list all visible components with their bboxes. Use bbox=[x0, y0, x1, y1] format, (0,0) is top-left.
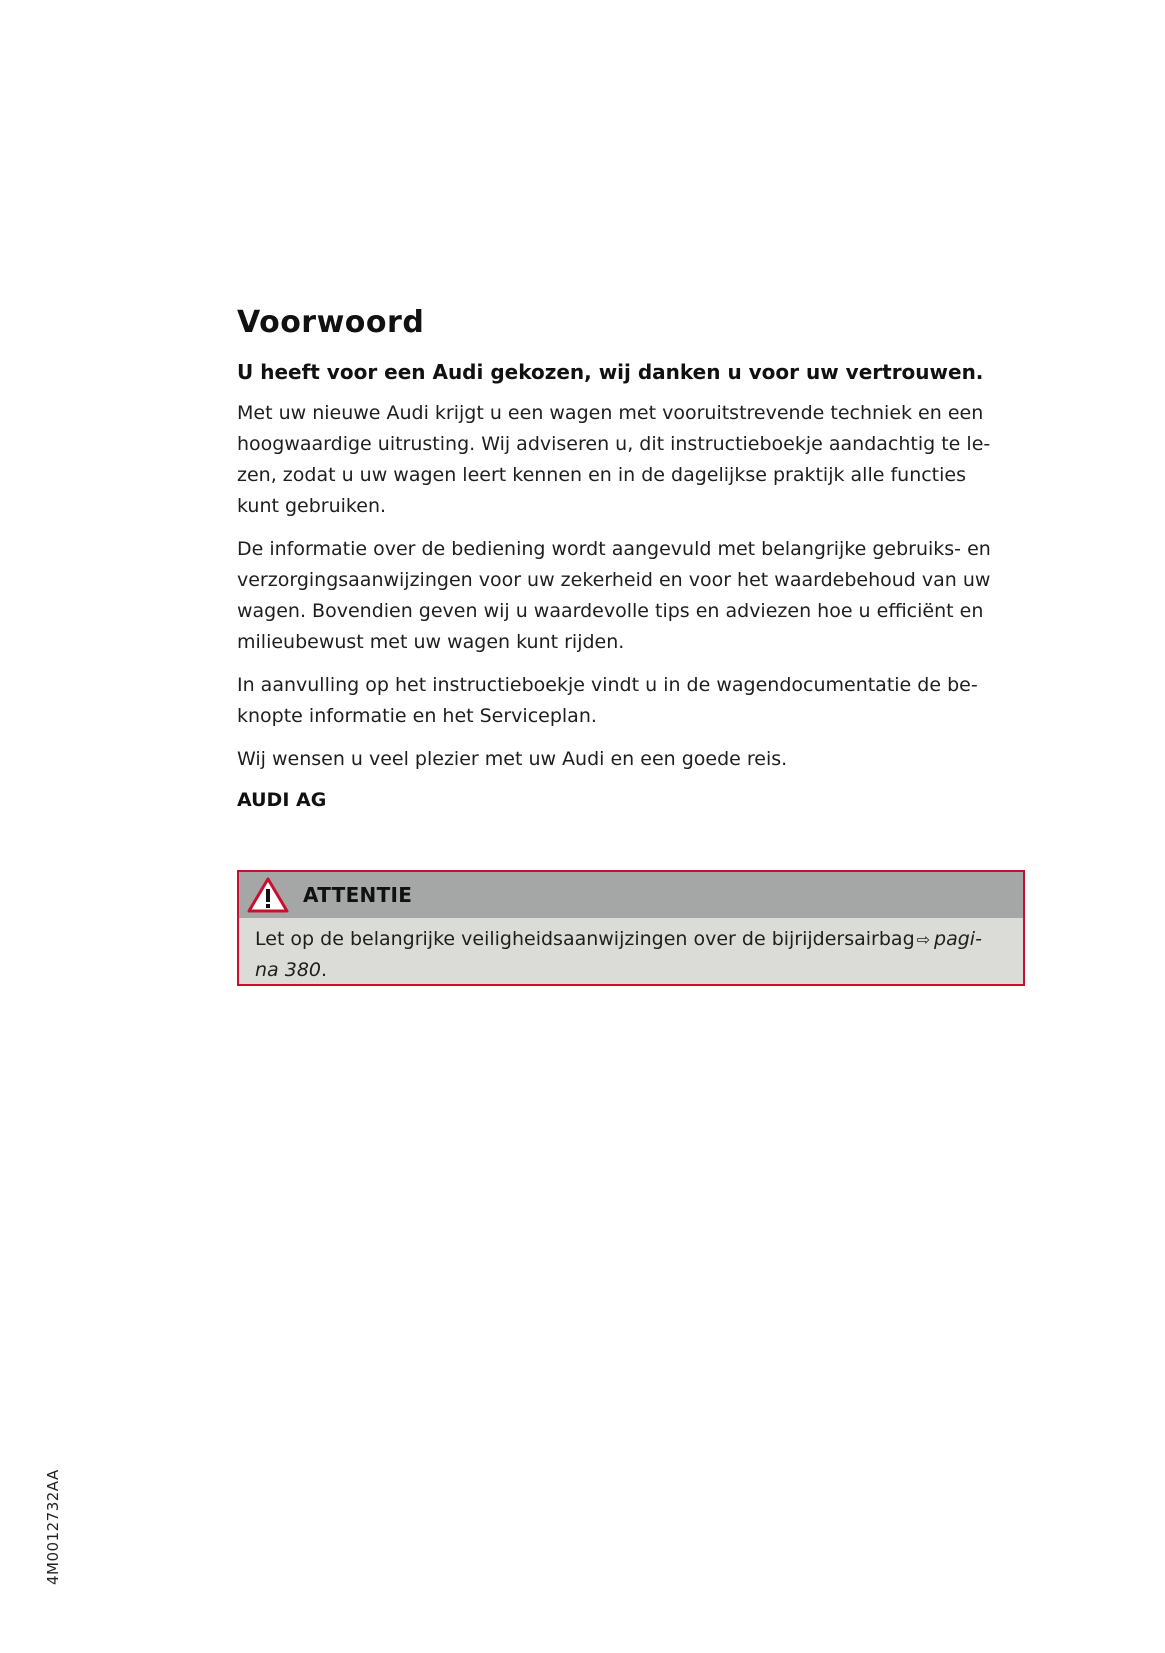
subtitle: U heeft voor een Audi gekozen, wij danken u voor uw vertrouwen. bbox=[237, 360, 984, 384]
paragraph-line: In aanvulling op het instructieboekje vindt u in de wagendocumentatie de be- bbox=[237, 674, 978, 696]
paragraph-4 bbox=[237, 744, 1027, 775]
warning-text bbox=[239, 918, 1023, 985]
paragraph-line: milieubewust met uw wagen kunt rijden. bbox=[237, 631, 625, 653]
warning-box bbox=[237, 870, 1025, 986]
paragraph-line: Wij wensen u veel plezier met uw Audi en een goede reis. bbox=[237, 748, 788, 770]
document-body bbox=[237, 305, 1027, 811]
warning-line bbox=[255, 924, 1009, 955]
paragraph-line: De informatie over de bediening wordt aangevuld met belangrijke gebruiks- en bbox=[237, 538, 991, 560]
page-reference-link[interactable]: pagi- bbox=[934, 928, 982, 950]
warning-header bbox=[239, 872, 1023, 918]
warning-line bbox=[255, 955, 1009, 985]
paragraph-line: Met uw nieuwe Audi krijgt u een wagen met vooruitstrevende techniek en een bbox=[237, 402, 984, 424]
warning-line-text: Let op de belangrijke veiligheidsaanwijzingen over de bijrijdersairbag bbox=[255, 928, 915, 950]
paragraph-line: kunt gebruiken. bbox=[237, 495, 387, 517]
document-code: 4M0012732AA bbox=[44, 1469, 62, 1585]
paragraph-line: knopte informatie en het Serviceplan. bbox=[237, 705, 597, 727]
warning-triangle-icon bbox=[247, 877, 289, 913]
page-reference-link[interactable]: na 380 bbox=[255, 959, 321, 981]
paragraph-3 bbox=[237, 670, 1027, 732]
signature: AUDI AG bbox=[237, 789, 327, 811]
paragraph-2 bbox=[237, 534, 1027, 658]
paragraph-line: hoogwaardige uitrusting. Wij adviseren u, dit instructieboekje aandachtig te le- bbox=[237, 433, 991, 455]
page-title: Voorwoord bbox=[237, 305, 425, 340]
paragraph-line: zen, zodat u uw wagen leert kennen en in de dagelijkse praktijk alle functies bbox=[237, 464, 966, 486]
warning-line-end: . bbox=[321, 959, 328, 981]
paragraph-1 bbox=[237, 398, 1027, 522]
warning-title: ATTENTIE bbox=[303, 883, 413, 907]
paragraph-line: verzorgingsaanwijzingen voor uw zekerheid en voor het waardebehoud van uw bbox=[237, 569, 991, 591]
paragraph-line: wagen. Bovendien geven wij u waardevolle tips en adviezen hoe u efficiënt en bbox=[237, 600, 984, 622]
arrow-right-icon: ⇨ bbox=[916, 930, 931, 949]
